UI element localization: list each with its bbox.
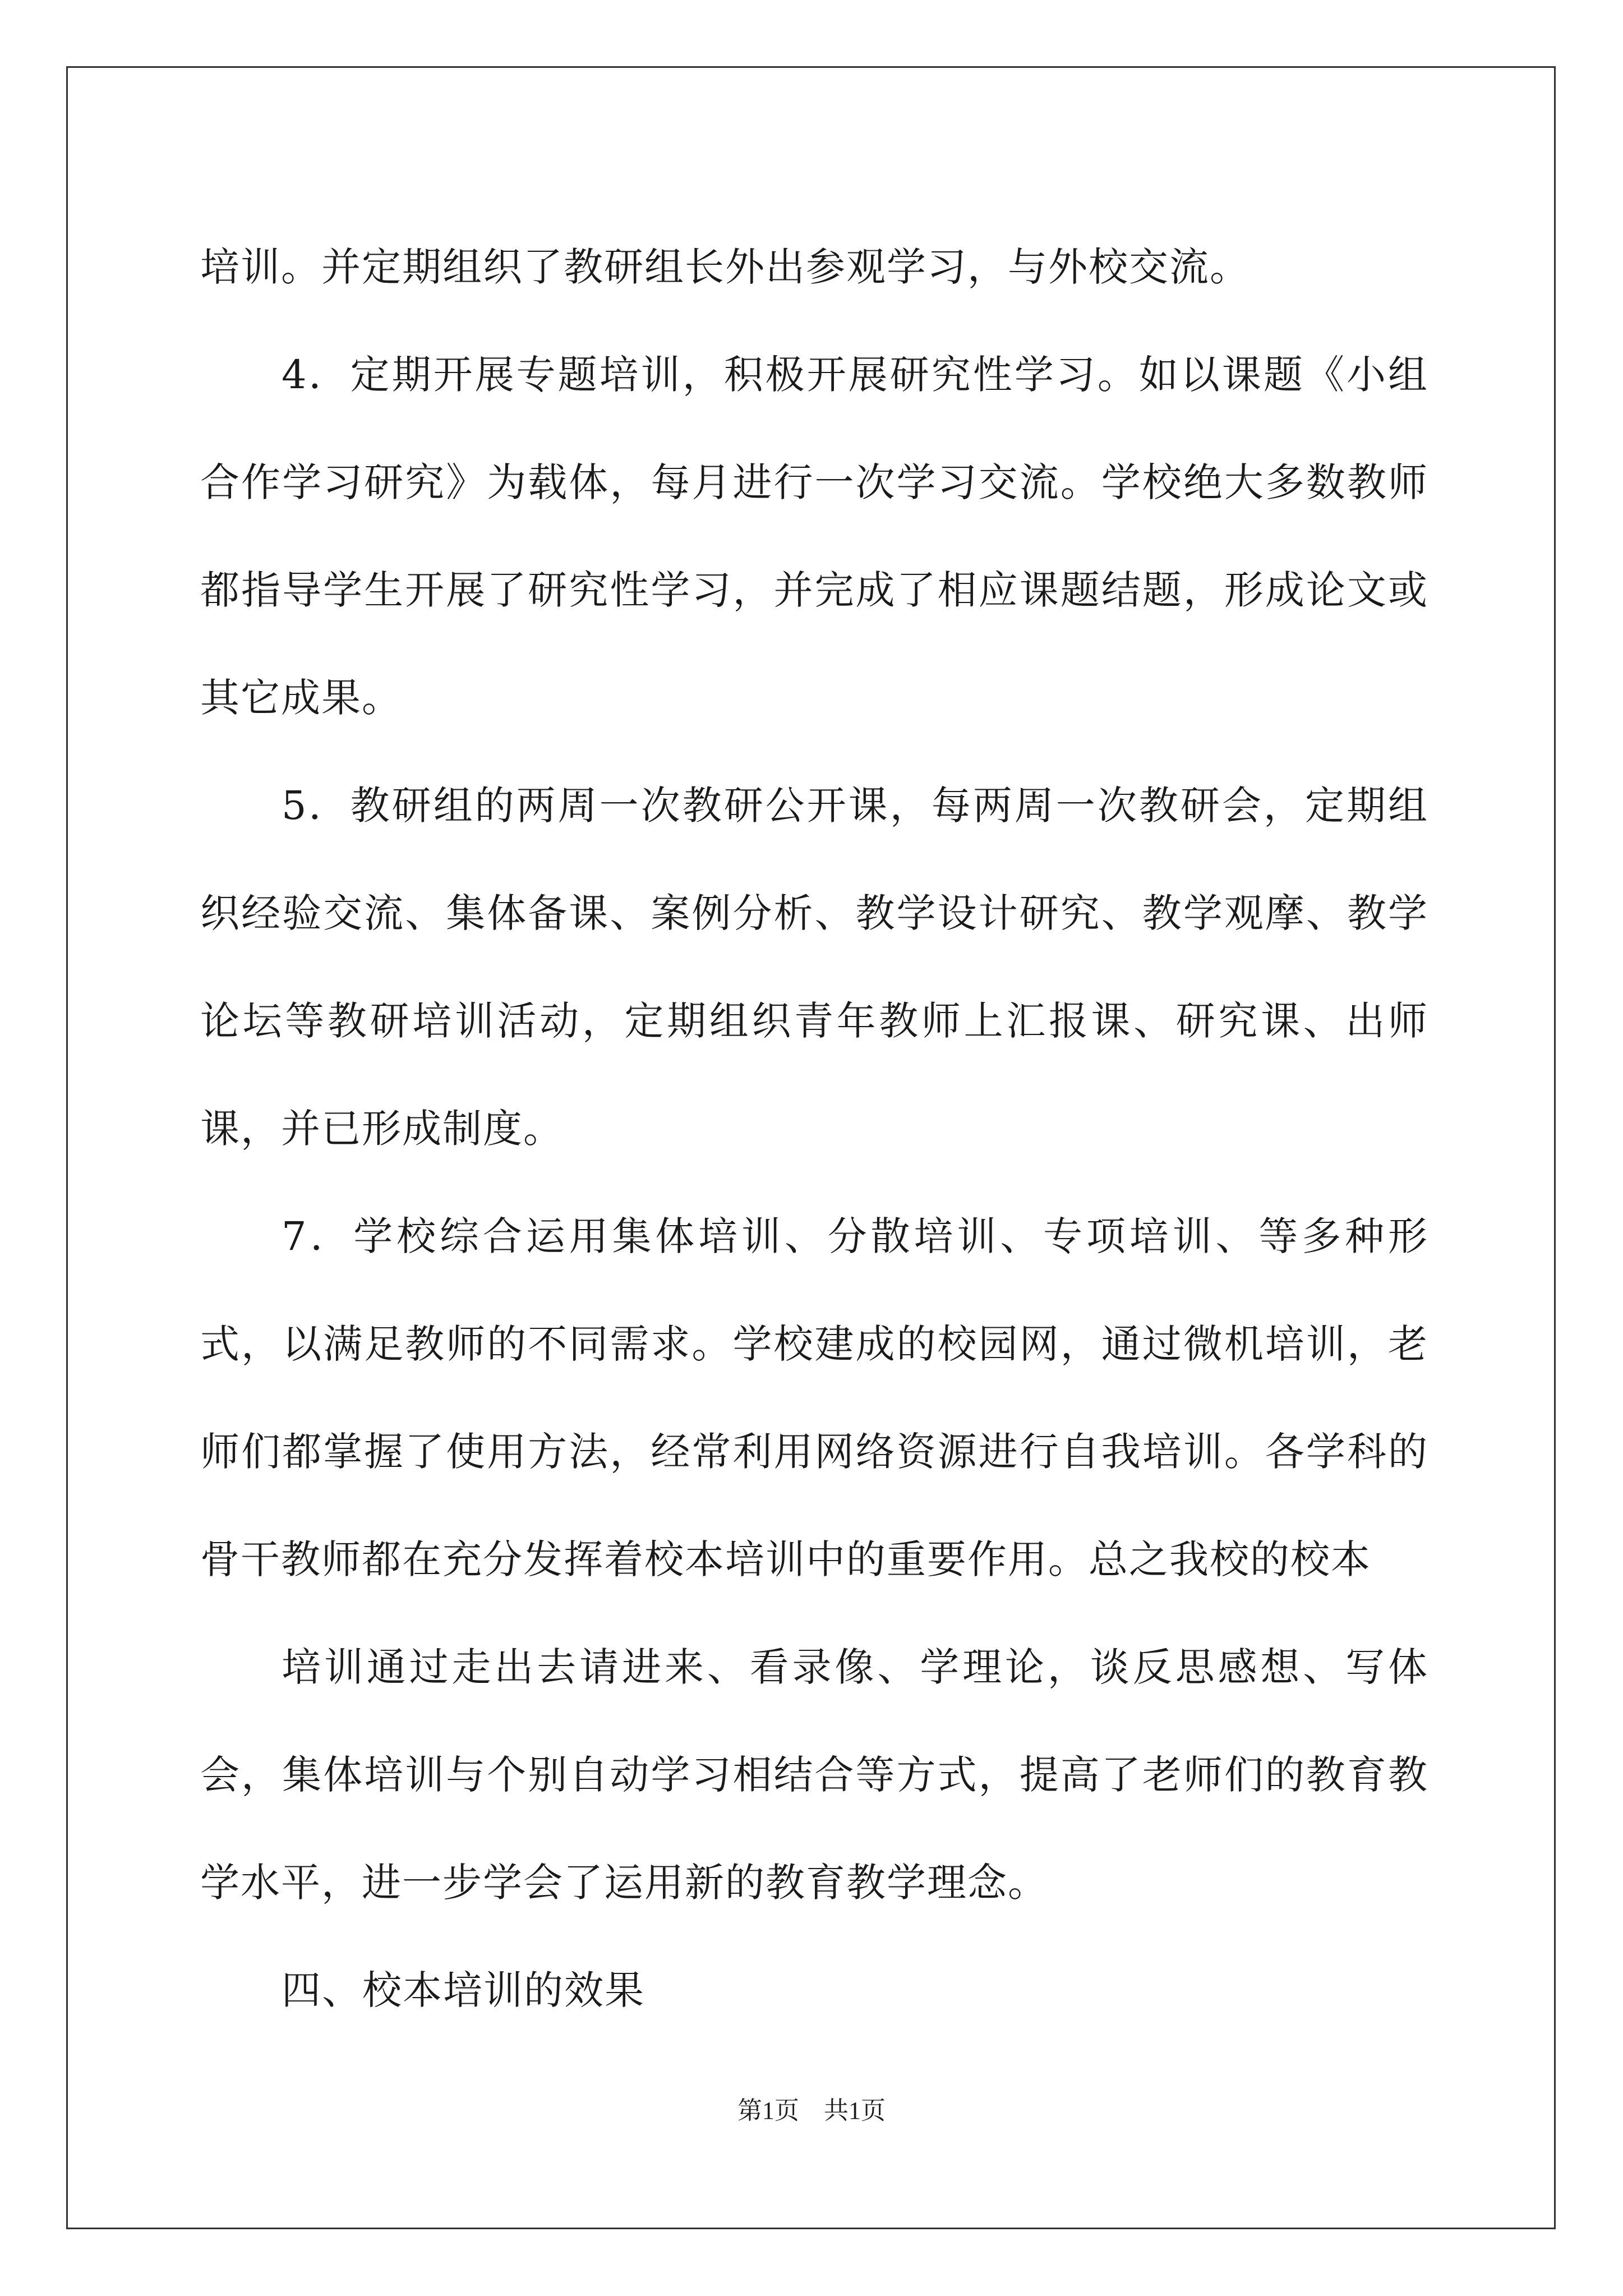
paragraph-3: 5．教研组的两周一次教研公开课，每两周一次教研会，定期组织经验交流、集体备课、案例分析、教学设计研究、教学观摩、教学论坛等教研培训活动，定期组织青年教师上汇报课、研究课、出师课，并已形成制度。 xyxy=(200,783,1428,1152)
page-number-footer: 第1页 共1页 xyxy=(737,2097,886,2124)
paragraph-1: 培训。并定期组织了教研组长外出参观学习，与外校交流。 xyxy=(200,244,1250,290)
paragraph-5: 培训通过走出去请进来、看录像、学理论，谈反思感想、写体会，集体培训与个别自动学习相结合等方式，提高了老师们的教育教学水平，进一步学会了运用新的教育教学理念。 xyxy=(200,1644,1428,1906)
paragraph-2: 4．定期开展专题培训，积极开展研究性学习。如以课题《小组合作学习研究》为载体，每月进行一次学习交流。学校绝大多数教师都指导学生开展了研究性学习，并完成了相应课题结题，形成论文或其它成果。 xyxy=(200,352,1428,721)
section-heading: 四、校本培训的效果 xyxy=(282,1967,645,2013)
document-body xyxy=(200,213,1428,2044)
paragraph-4: 7．学校综合运用集体培训、分散培训、专项培训、等多种形式，以满足教师的不同需求。学校建成的校园网，通过微机培训，老师们都掌握了使用方法，经常利用网络资源进行自我培训。各学科的骨干教师都在充分发挥着校本培训中的重要作用。总之我校的校本 xyxy=(200,1213,1428,1582)
